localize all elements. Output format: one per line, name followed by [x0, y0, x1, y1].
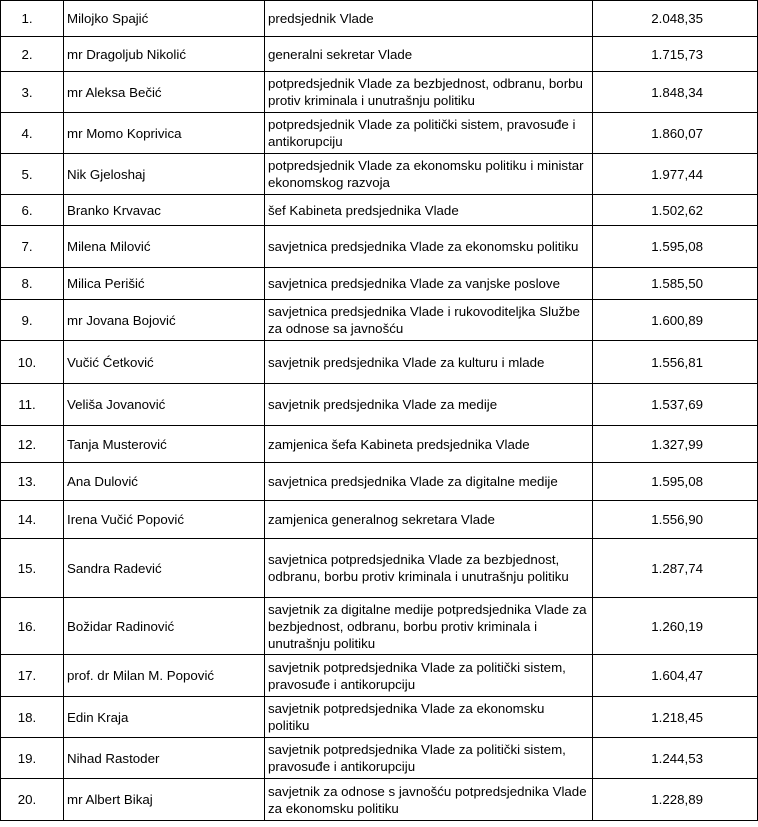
salary-amount: 1.260,19 [593, 598, 758, 655]
table-row [1, 37, 758, 72]
person-name: mr Dragoljub Nikolić [64, 37, 265, 72]
position-title: savjetnica predsjednika Vlade za ekonomsku politiku [265, 226, 593, 268]
table-row [1, 384, 758, 426]
person-name: Sandra Radević [64, 539, 265, 598]
table-row [1, 341, 758, 384]
position-title: savjetnik predsjednika Vlade za medije [265, 384, 593, 426]
person-name: Vučić Ćetković [64, 341, 265, 384]
table-row [1, 779, 758, 821]
person-name: mr Momo Koprivica [64, 113, 265, 154]
salary-amount: 1.585,50 [593, 268, 758, 300]
person-name: Edin Kraja [64, 697, 265, 738]
table-row [1, 72, 758, 113]
person-name: Nik Gjeloshaj [64, 154, 265, 195]
salary-amount: 1.604,47 [593, 655, 758, 697]
table-row [1, 738, 758, 779]
position-title: potpredsjednik Vlade za politički sistem, pravosuđe i antikorupciju [265, 113, 593, 154]
person-name: Irena Vučić Popović [64, 501, 265, 539]
salary-amount: 1.537,69 [593, 384, 758, 426]
table-row [1, 226, 758, 268]
row-number: 17. [1, 655, 64, 697]
person-name: Božidar Radinović [64, 598, 265, 655]
salary-amount: 1.502,62 [593, 195, 758, 226]
position-title: savjetnik potpredsjednika Vlade za politički sistem, pravosuđe i antikorupciju [265, 655, 593, 697]
row-number: 14. [1, 501, 64, 539]
person-name: Branko Krvavac [64, 195, 265, 226]
person-name: Milena Milović [64, 226, 265, 268]
person-name: Milica Perišić [64, 268, 265, 300]
table-row [1, 426, 758, 463]
table-row [1, 195, 758, 226]
row-number: 11. [1, 384, 64, 426]
salary-amount: 1.218,45 [593, 697, 758, 738]
salary-amount: 1.556,81 [593, 341, 758, 384]
position-title: zamjenica šefa Kabineta predsjednika Vlade [265, 426, 593, 463]
row-number: 18. [1, 697, 64, 738]
position-title: savjetnica predsjednika Vlade za digitalne medije [265, 463, 593, 501]
position-title: savjetnica potpredsjednika Vlade za bezbjednost, odbranu, borbu protiv kriminala i unutrašnju politiku [265, 539, 593, 598]
table-row [1, 697, 758, 738]
position-title: generalni sekretar Vlade [265, 37, 593, 72]
position-title: savjetnik potpredsjednika Vlade za ekonomsku politiku [265, 697, 593, 738]
person-name: Milojko Spajić [64, 1, 265, 37]
row-number: 5. [1, 154, 64, 195]
table-row [1, 598, 758, 655]
position-title: savjetnik potpredsjednika Vlade za politički sistem, pravosuđe i antikorupciju [265, 738, 593, 779]
table-row [1, 539, 758, 598]
position-title: savjetnica predsjednika Vlade i rukovoditeljka Službe za odnose sa javnošću [265, 300, 593, 341]
salary-amount: 1.600,89 [593, 300, 758, 341]
row-number: 16. [1, 598, 64, 655]
person-name: Nihad Rastoder [64, 738, 265, 779]
row-number: 8. [1, 268, 64, 300]
position-title: savjetnik predsjednika Vlade za kulturu i mlade [265, 341, 593, 384]
table-row [1, 1, 758, 37]
person-name: prof. dr Milan M. Popović [64, 655, 265, 697]
position-title: šef Kabineta predsjednika Vlade [265, 195, 593, 226]
table-row [1, 154, 758, 195]
table-row [1, 463, 758, 501]
person-name: mr Albert Bikaj [64, 779, 265, 821]
row-number: 15. [1, 539, 64, 598]
table-row [1, 655, 758, 697]
person-name: Tanja Musterović [64, 426, 265, 463]
salary-amount: 1.595,08 [593, 463, 758, 501]
salary-amount: 1.977,44 [593, 154, 758, 195]
row-number: 3. [1, 72, 64, 113]
table-row [1, 113, 758, 154]
salary-amount: 1.715,73 [593, 37, 758, 72]
row-number: 19. [1, 738, 64, 779]
position-title: savjetnik za digitalne medije potpredsjednika Vlade za bezbjednost, odbranu, borbu protiv kriminala i unutrašnju politiku [265, 598, 593, 655]
row-number: 13. [1, 463, 64, 501]
salary-amount: 1.595,08 [593, 226, 758, 268]
row-number: 1. [1, 1, 64, 37]
salary-amount: 1.244,53 [593, 738, 758, 779]
salary-amount: 1.228,89 [593, 779, 758, 821]
position-title: savjetnica predsjednika Vlade za vanjske poslove [265, 268, 593, 300]
person-name: Veliša Jovanović [64, 384, 265, 426]
table-row [1, 268, 758, 300]
table-row [1, 300, 758, 341]
row-number: 4. [1, 113, 64, 154]
row-number: 9. [1, 300, 64, 341]
person-name: mr Aleksa Bečić [64, 72, 265, 113]
salary-amount: 2.048,35 [593, 1, 758, 37]
person-name: Ana Dulović [64, 463, 265, 501]
salary-amount: 1.848,34 [593, 72, 758, 113]
table-row [1, 501, 758, 539]
salary-amount: 1.287,74 [593, 539, 758, 598]
row-number: 10. [1, 341, 64, 384]
salary-amount: 1.860,07 [593, 113, 758, 154]
position-title: zamjenica generalnog sekretara Vlade [265, 501, 593, 539]
position-title: potpredsjednik Vlade za bezbjednost, odbranu, borbu protiv kriminala i unutrašnju politiku [265, 72, 593, 113]
row-number: 20. [1, 779, 64, 821]
row-number: 2. [1, 37, 64, 72]
salary-amount: 1.327,99 [593, 426, 758, 463]
position-title: potpredsjednik Vlade za ekonomsku politiku i ministar ekonomskog razvoja [265, 154, 593, 195]
row-number: 7. [1, 226, 64, 268]
salary-amount: 1.556,90 [593, 501, 758, 539]
row-number: 12. [1, 426, 64, 463]
position-title: savjetnik za odnose s javnošću potpredsjednika Vlade za ekonomsku politiku [265, 779, 593, 821]
row-number: 6. [1, 195, 64, 226]
person-name: mr Jovana Bojović [64, 300, 265, 341]
position-title: predsjednik Vlade [265, 1, 593, 37]
